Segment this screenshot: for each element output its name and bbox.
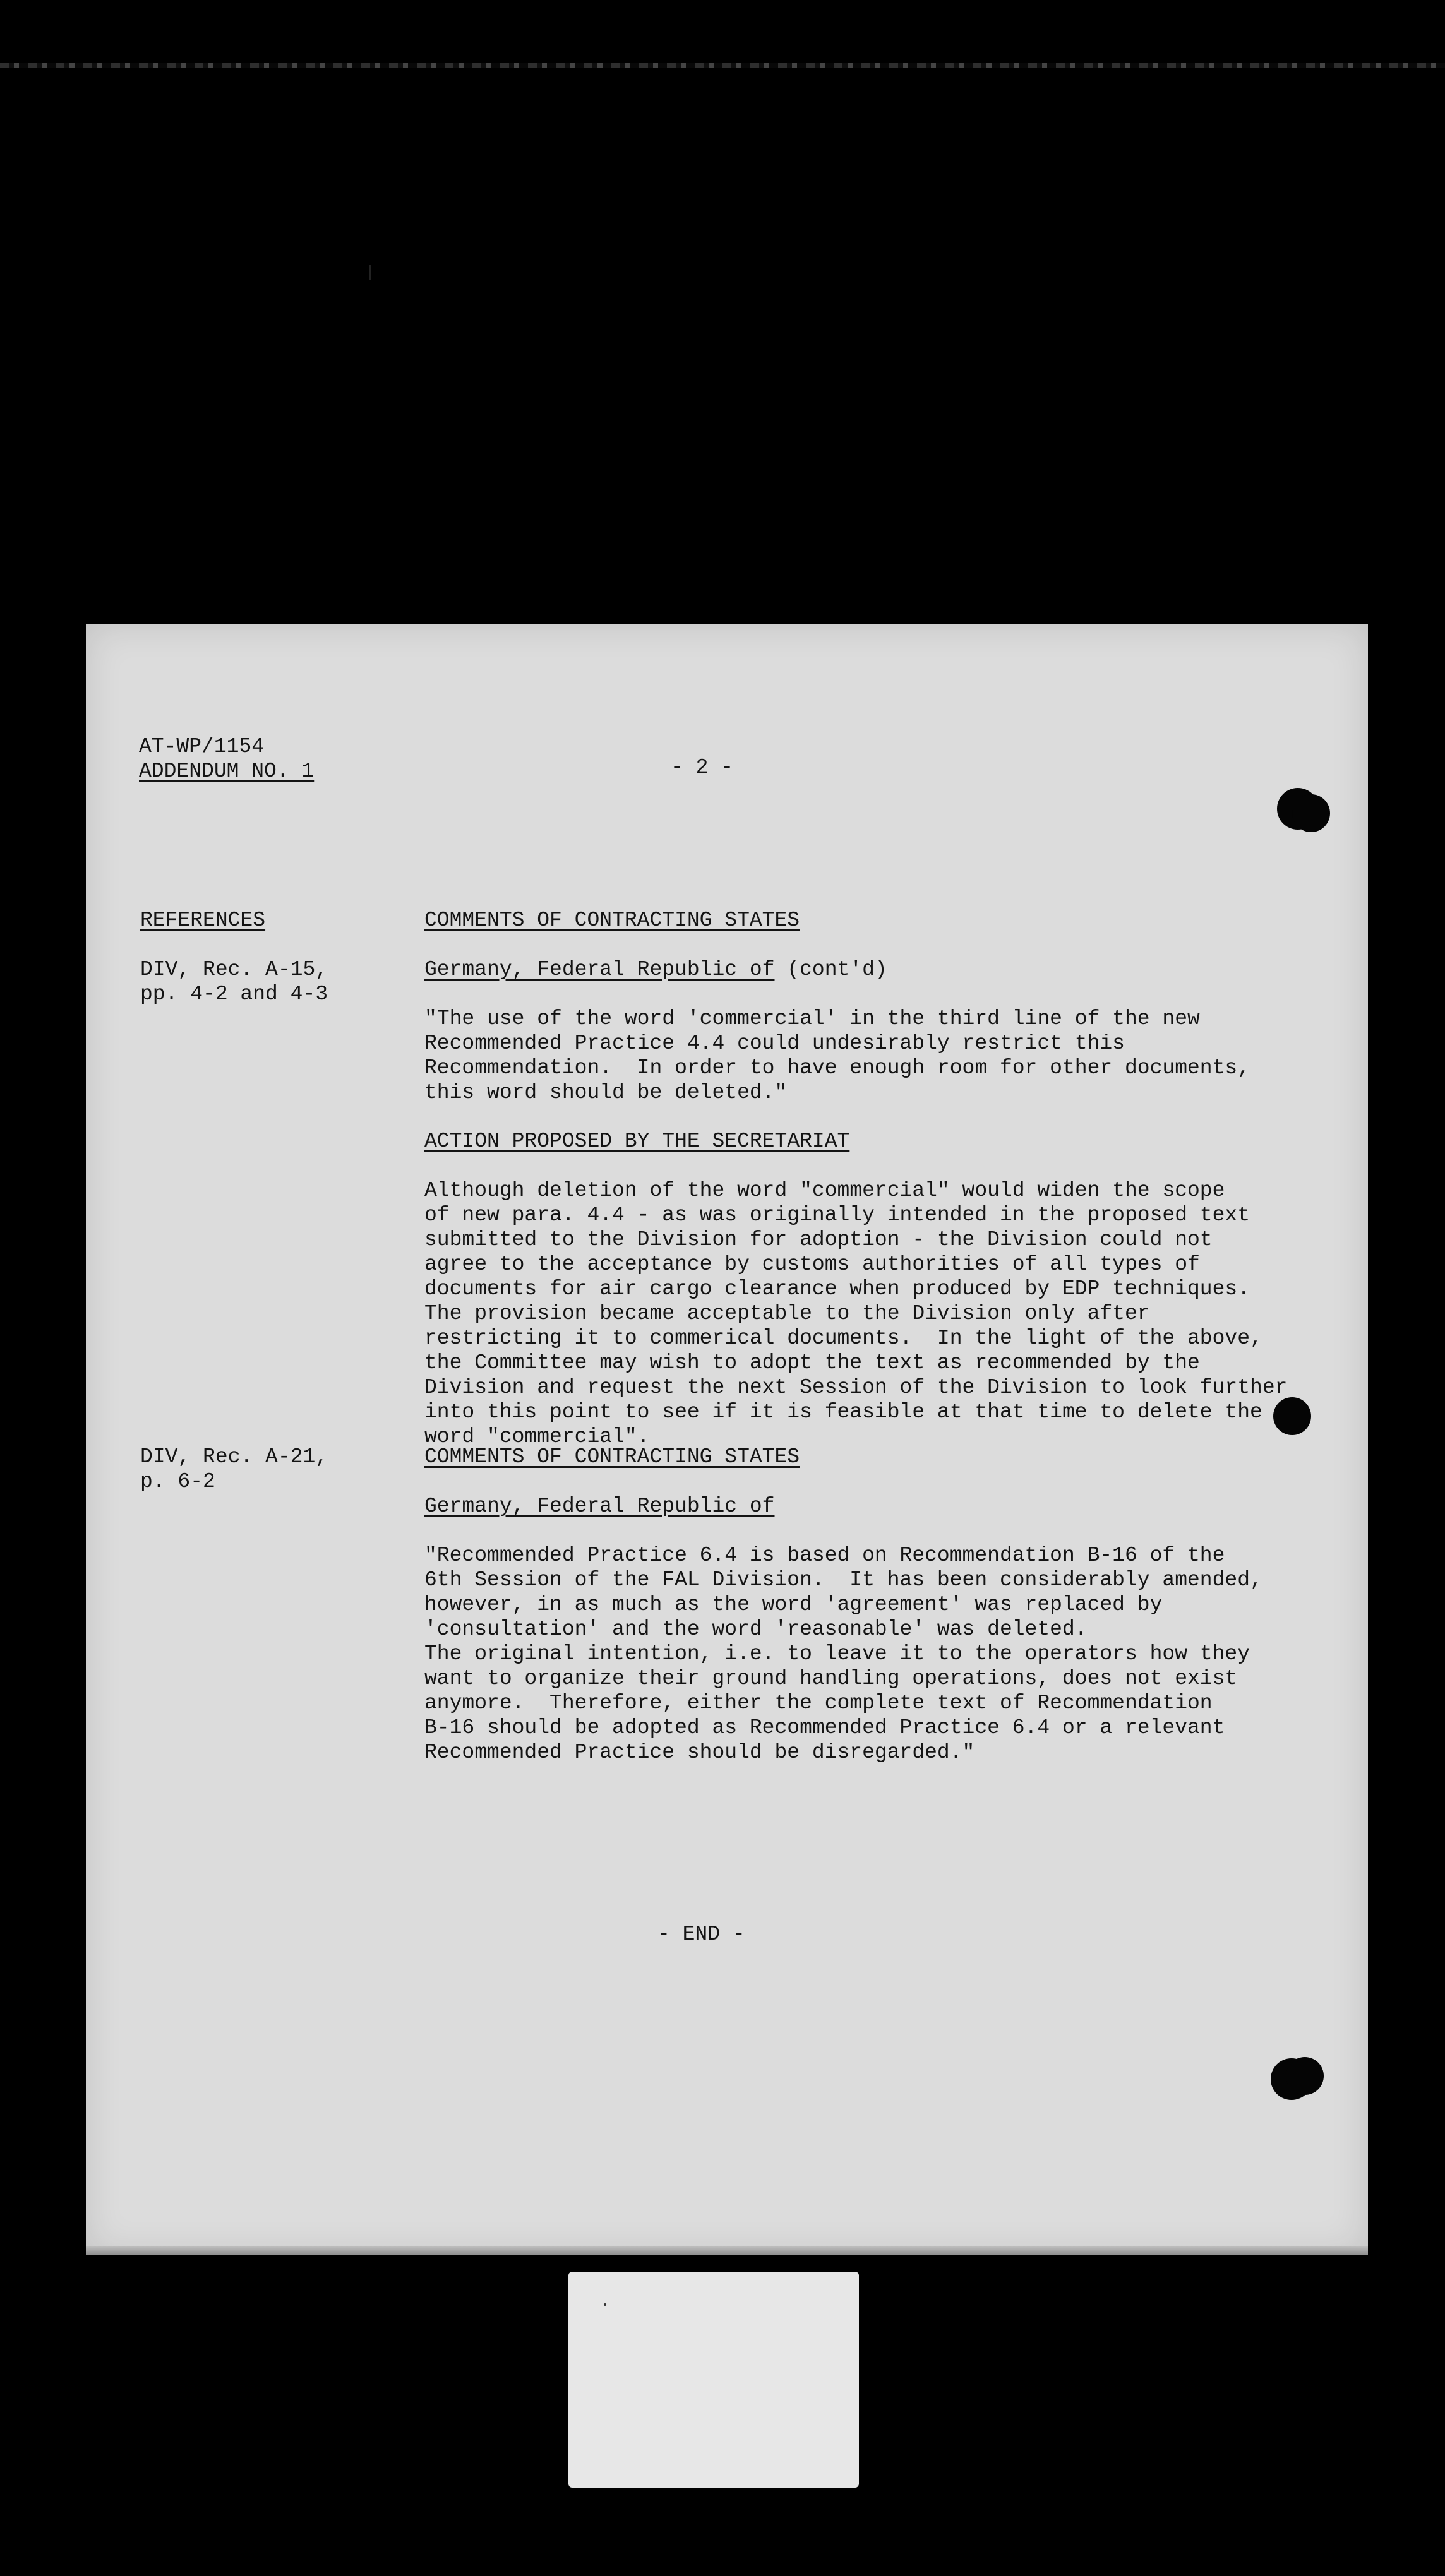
punch-hole-top-shadow: [1292, 794, 1330, 832]
country-suffix: (cont'd): [774, 958, 887, 981]
reference-item: DIV, Rec. A-21, p. 6-2: [140, 1445, 328, 1493]
action-paragraph: Although deletion of the word "commercial" would widen the scope of new para. 4.4 - as was originally intended in the proposed text submitted to the Division for adoption - the Division could not agree to the acceptance by customs authorities of all types of documents for air cargo clearance when produced by EDP techniques. The provision became acceptable to the Division only after restricting it to commerical documents. In the light of the above, the Committee may wish to adopt the text as recommended by the Division and request the next Session of the Division to look further into this point to see if it is feasible at that time to delete the word "commercial".: [424, 1179, 1288, 1448]
end-marker: - END -: [657, 1923, 745, 1946]
comment-paragraph: The original intention, i.e. to leave it to the operators how they want to organize their ground handling operations, does not exist anymore. Therefore, either the complete text of Recommendation B-16 should be adopted as Recommended Practice 6.4 or a relevant Recommended Practice should be disregarded.": [424, 1642, 1250, 1764]
scan-edge-strip: [0, 63, 1445, 68]
page-number: - 2 -: [671, 756, 734, 779]
scan-artifact: [369, 265, 371, 280]
card-speck: [604, 2303, 606, 2306]
addendum-label: ADDENDUM NO. 1: [139, 760, 315, 783]
country-heading: [424, 957, 887, 982]
reference-item: DIV, Rec. A-15, pp. 4-2 and 4-3: [140, 958, 328, 1006]
blank-card: [568, 2272, 859, 2488]
punch-hole-bottom-shadow: [1286, 2057, 1324, 2095]
comment-paragraph: "The use of the word 'commercial' in the third line of the new Recommended Practice 4.4 could undesirably restrict this Recommendation. In order to have enough room for other documents, this word should be deleted.": [424, 1007, 1250, 1104]
document-header: [139, 734, 314, 784]
comments-heading: COMMENTS OF CONTRACTING STATES: [424, 1445, 800, 1469]
comment-paragraph: "Recommended Practice 6.4 is based on Recommendation B-16 of the 6th Session of the FAL Division. It has been considerably amended, however, in as much as the word 'agreement' was replaced by 'consultation' and the word 'reasonable' was deleted.: [424, 1544, 1262, 1641]
doc-id: AT-WP/1154: [139, 735, 265, 758]
page-edge: [86, 2246, 1368, 2255]
comments-heading: COMMENTS OF CONTRACTING STATES: [424, 909, 800, 932]
country-heading: Germany, Federal Republic of: [424, 1494, 775, 1518]
references-heading: REFERENCES: [140, 909, 266, 932]
action-heading: ACTION PROPOSED BY THE SECRETARIAT: [424, 1130, 850, 1153]
country-name: Germany, Federal Republic of: [424, 958, 775, 981]
document-page: [86, 624, 1368, 2255]
